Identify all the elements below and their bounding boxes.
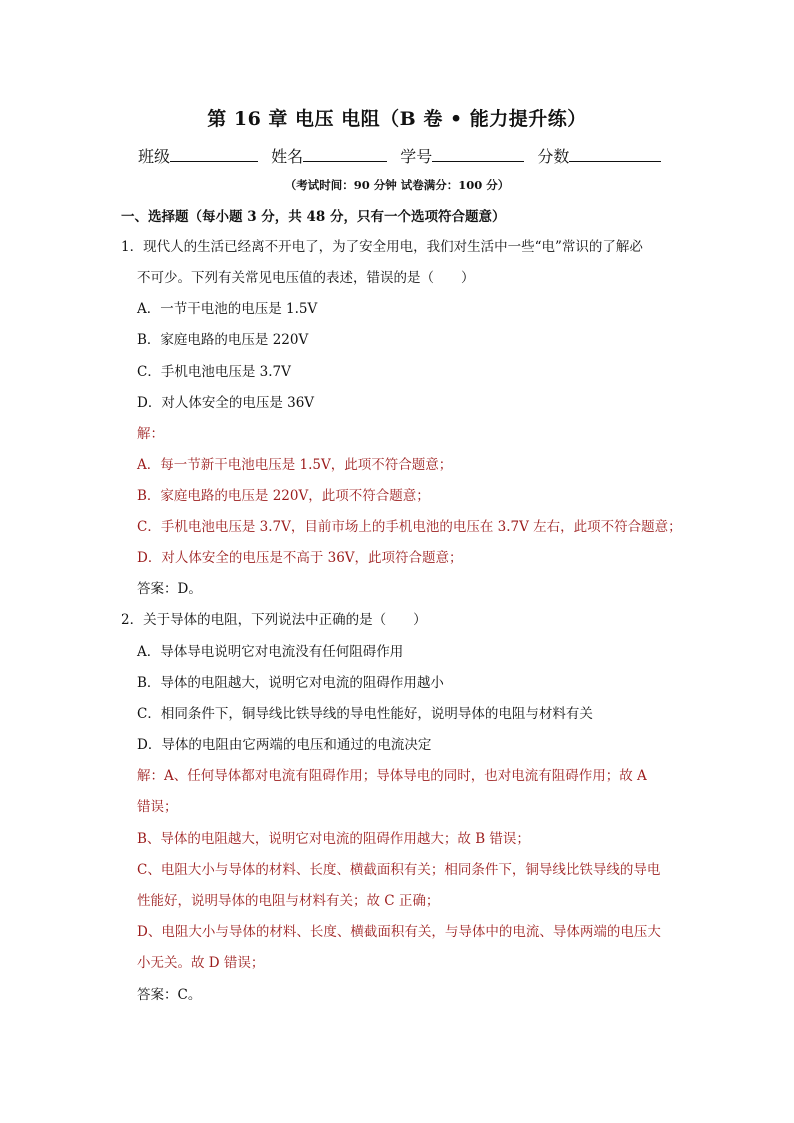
- question-1-solution-label: 解：: [137, 426, 164, 442]
- class-blank: [170, 147, 258, 162]
- section-heading: 一、选择题（每小题 3 分，共 48 分，只有一个选项符合题意）: [121, 209, 506, 225]
- question-2-stem: 2．关于导体的电阻，下列说法中正确的是（ ）: [121, 612, 427, 628]
- name-blank: [303, 147, 387, 162]
- question-2-solution-line-1: 解：A、任何导体都对电流有阻碍作用；导体导电的同时，也对电流有阻碍作用；故 A: [137, 768, 647, 784]
- question-2-solution-line-6: D、电阻大小与导体的材料、长度、横截面积有关，与导体中的电流、导体两端的电压大: [137, 924, 661, 940]
- question-2-solution-line-4: C、电阻大小与导体的材料、长度、横截面积有关；相同条件下，铜导线比铁导线的导电: [137, 862, 661, 878]
- exam-info: （考试时间：90 分钟 试卷满分：100 分）: [284, 178, 510, 192]
- question-2-solution-line-2: 错误；: [137, 799, 178, 815]
- question-1-solution-b: B．家庭电路的电压是 220V，此项不符合题意；: [137, 488, 430, 504]
- score-blank: [569, 147, 661, 162]
- question-2-option-b: B．导体的电阻越大，说明它对电流的阻碍作用越小: [137, 675, 444, 691]
- question-1-solution-a: A．每一节新干电池电压是 1.5V，此项不符合题意；: [137, 457, 453, 473]
- class-label: 班级: [138, 147, 171, 166]
- name-label: 姓名: [271, 147, 304, 166]
- question-2-answer: 答案：C。: [137, 987, 202, 1003]
- score-label: 分数: [537, 147, 570, 166]
- question-2-option-d: D．导体的电阻由它两端的电压和通过的电流决定: [137, 737, 432, 753]
- question-2-solution-line-3: B、导体的电阻越大，说明它对电流的阻碍作用越大；故 B 错误；: [137, 831, 530, 847]
- question-1-option-c: C．手机电池电压是 3.7V: [137, 364, 291, 380]
- student-id-label: 学号: [400, 147, 433, 166]
- student-info-row: [138, 144, 678, 167]
- question-1-answer: 答案：D。: [137, 581, 202, 597]
- question-1-stem-line-2: 不可少。下列有关常见电压值的表述，错误的是（ ）: [137, 270, 475, 286]
- question-1-solution-c: C．手机电池电压是 3.7V，目前市场上的手机电池的电压在 3.7V 左右，此项不符合题意；: [137, 519, 682, 535]
- question-1-solution-d: D．对人体安全的电压是不高于 36V，此项符合题意；: [137, 550, 463, 566]
- question-2-option-a: A．导体导电说明它对电流没有任何阻碍作用: [137, 644, 404, 660]
- question-2-solution-line-5: 性能好，说明导体的电阻与材料有关；故 C 正确；: [137, 893, 440, 909]
- page-title: 第 16 章 电压 电阻（B 卷 • 能力提升练）: [207, 108, 587, 130]
- question-1-stem-line-1: 1．现代人的生活已经离不开电了，为了安全用电，我们对生活中一些“电”常识的了解必: [121, 239, 643, 255]
- student-id-blank: [432, 147, 524, 162]
- question-2-option-c: C．相同条件下，铜导线比铁导线的导电性能好，说明导体的电阻与材料有关: [137, 706, 593, 722]
- question-2-solution-line-7: 小无关。故 D 错误；: [137, 955, 265, 971]
- question-1-option-b: B．家庭电路的电压是 220V: [137, 332, 309, 348]
- question-1-option-a: A．一节干电池的电压是 1.5V: [137, 301, 318, 317]
- question-1-option-d: D．对人体安全的电压是 36V: [137, 395, 315, 411]
